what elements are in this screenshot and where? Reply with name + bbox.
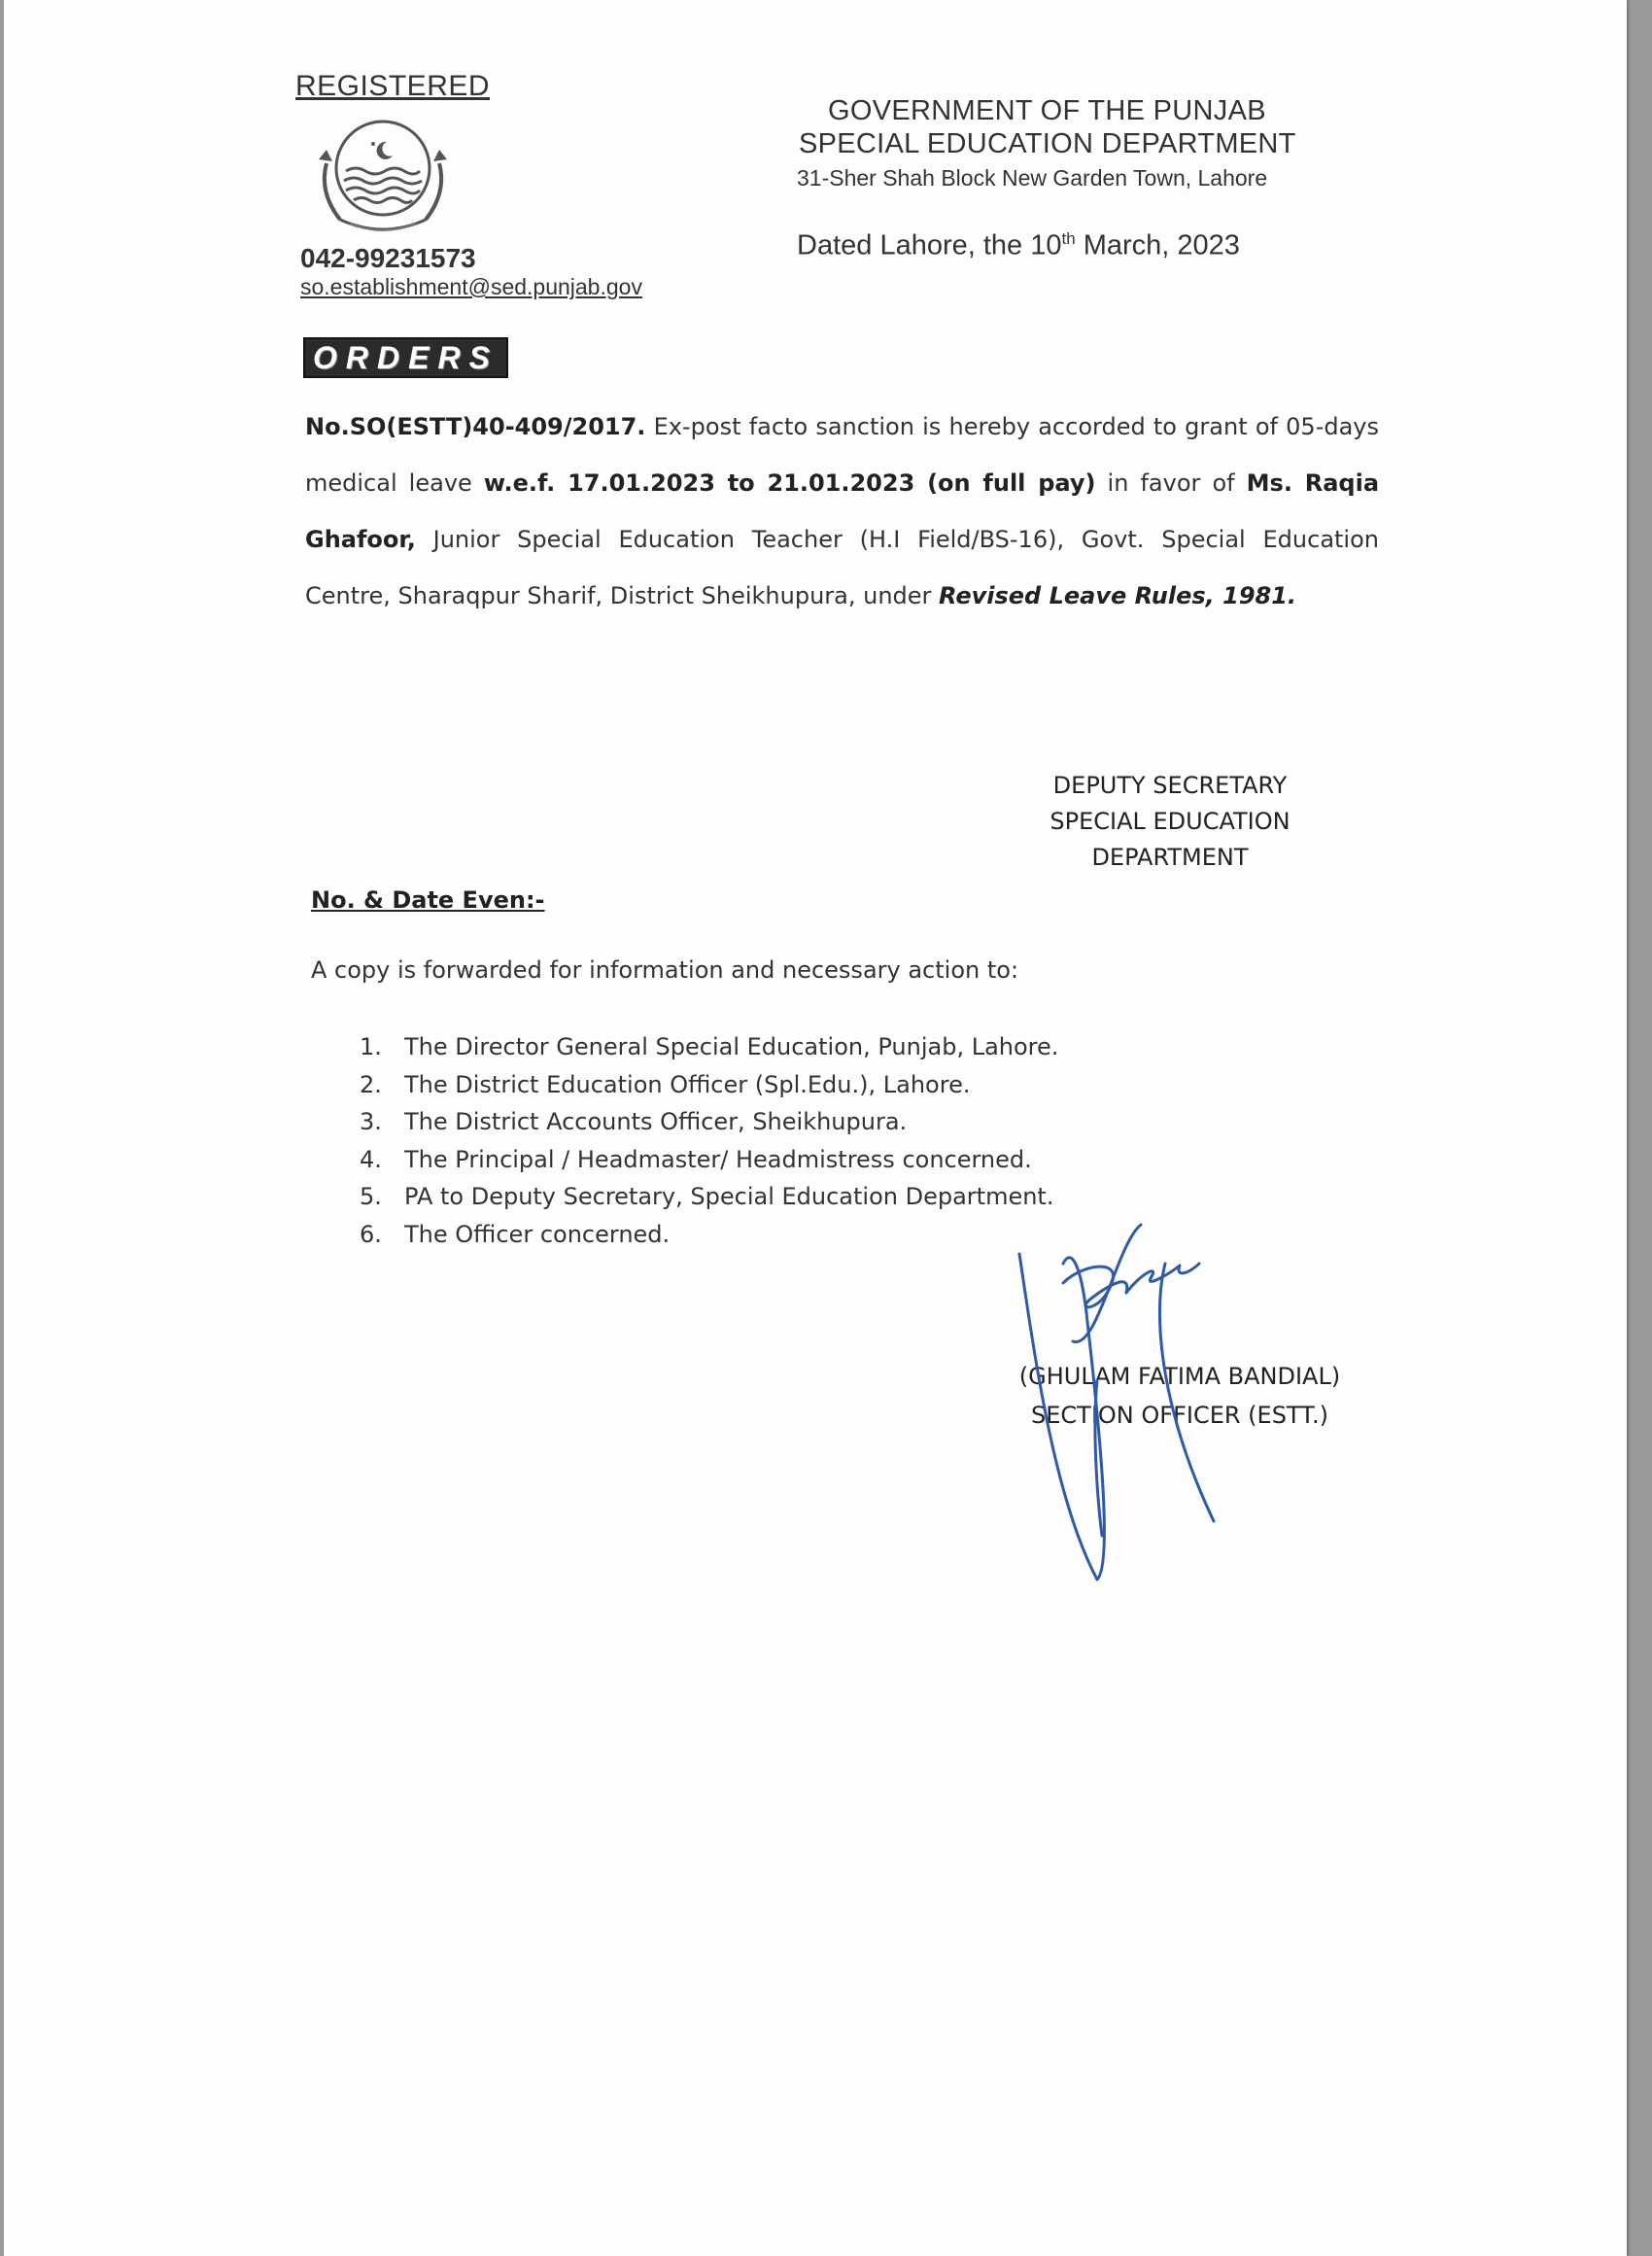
list-item: 6. The Officer concerned. — [360, 1220, 671, 1248]
no-date-even: No. & Date Even:- — [311, 886, 545, 914]
email-address: so.establishment@sed.punjab.gov — [300, 274, 642, 299]
dated-prefix: Dated Lahore, the 10 — [797, 229, 1062, 261]
officer-title: SECTION OFFICER (ESTT.) — [1031, 1402, 1328, 1429]
orders-label: ORDERS — [313, 340, 499, 375]
deputy-secretary-block — [995, 768, 1345, 876]
document-page — [4, 0, 1627, 2256]
list-item: 4. The Principal / Headmaster/ Headmistress concerned. — [360, 1145, 1032, 1173]
copy-forwarded-text: A copy is forwarded for information and necessary action to: — [311, 956, 1019, 984]
employee-name: Ms. Raqia Ghafoor, — [305, 469, 1380, 553]
signatory1-line3: DEPARTMENT — [1091, 844, 1249, 871]
orders-heading — [303, 337, 508, 378]
department-title: SPECIAL EDUCATION DEPARTMENT — [799, 128, 1296, 159]
handwritten-signature-icon — [1005, 1205, 1238, 1584]
officer-name: (GHULAM FATIMA BANDIAL) — [1018, 1363, 1341, 1390]
department-address: 31-Sher Shah Block New Garden Town, Lahore — [797, 165, 1268, 191]
signatory1-line2: SPECIAL EDUCATION — [1050, 808, 1291, 835]
order-text-2: in favor of — [1095, 469, 1247, 497]
list-item: 2. The District Education Officer (Spl.Edu.), Lahore. — [360, 1070, 971, 1098]
list-item: 5. PA to Deputy Secretary, Special Education Department. — [360, 1183, 1054, 1210]
order-text-3: Junior Special Education Teacher (H.I Field/BS-16), Govt. Special Education Centre, Sharaqpur Sharif, District Sheikhupura, under — [305, 526, 1379, 609]
registered-label: REGISTERED — [295, 70, 491, 102]
government-title: GOVERNMENT OF THE PUNJAB — [828, 95, 1266, 126]
order-body — [305, 399, 1379, 624]
leave-period: w.e.f. 17.01.2023 to 21.01.2023 (on full pay) — [483, 469, 1096, 497]
list-item: 1. The Director General Special Education, Punjab, Lahore. — [360, 1033, 1059, 1060]
dated-suffix: March, 2023 — [1075, 229, 1240, 261]
order-text-1: Ex-post facto sanction is hereby accorded to grant of 05-days medical leave — [305, 413, 1379, 497]
reference-number: No.SO(ESTT)40-409/2017. — [305, 413, 646, 440]
list-item: 3. The District Accounts Officer, Sheikhupura. — [360, 1108, 908, 1135]
punjab-emblem-icon — [305, 115, 461, 241]
leave-rules: Revised Leave Rules, 1981. — [939, 582, 1297, 609]
phone-number: 042-99231573 — [300, 243, 476, 273]
signatory1-line1: DEPUTY SECRETARY — [1052, 772, 1288, 799]
recipient-list — [360, 1028, 1058, 1253]
dated-sup: th — [1061, 229, 1076, 248]
dated-line — [797, 229, 1240, 262]
